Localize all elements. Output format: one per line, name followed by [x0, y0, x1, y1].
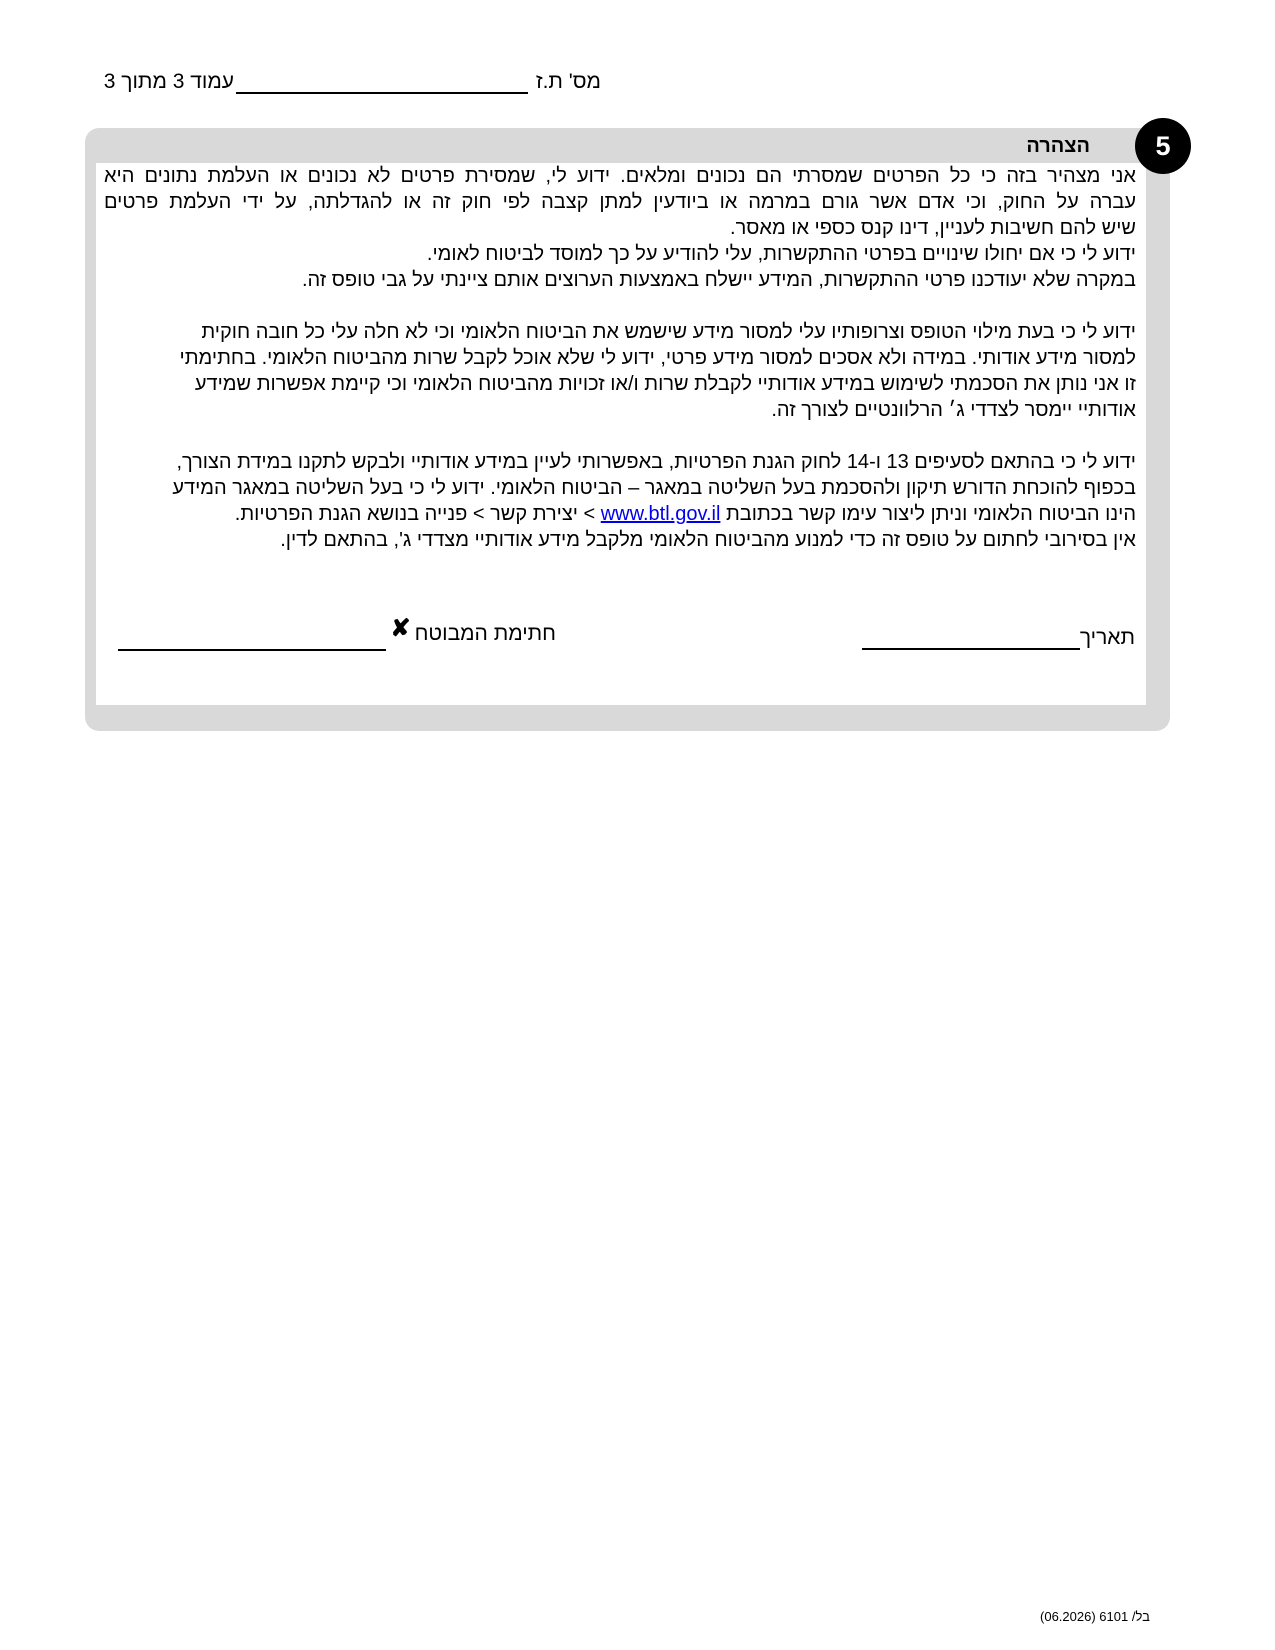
signature-field[interactable]	[118, 627, 386, 651]
declaration-line: ידוע לי כי בעת מילוי הטופס וצרופותיו עלי למסור מידע שישמש את הביטוח הלאומי וכי לא חלה עלי כל חובה חוקית	[201, 321, 1136, 343]
date-row	[860, 626, 1135, 650]
declaration-text	[104, 163, 1136, 553]
declaration-line-part: הינו הביטוח הלאומי וניתן ליצור עימו קשר בכתובת	[725, 503, 1136, 525]
id-number-header	[101, 70, 601, 94]
declaration-line: למסור מידע אודותי. במידה ולא אסכים למסור מידע פרטי, ידוע לי שלא אוכל לקבל שרות מהביטוח הלאומי. בחתימתי	[179, 347, 1136, 369]
date-field[interactable]	[862, 626, 1080, 650]
section-title: הצהרה	[1026, 135, 1090, 157]
declaration-line: זו אני נותן את הסכמתי לשימוש במידע אודותיי לקבלת שרות ו/או זכויות מהביטוח הלאומי וכי קיימת אפשרות שמידע	[194, 373, 1136, 395]
declaration-paragraph-3	[104, 449, 1136, 553]
declaration-line: שיש להם חשיבות לעניין, דינו קנס כספי או מאסר.	[730, 217, 1136, 239]
declaration-line: אני מצהיר בזה כי כל הפרטים שמסרתי הם נכונים ומלאים. ידוע לי, שמסירת פרטים לא נכונים או העלמת נתונים היא	[104, 165, 1136, 187]
page-number-label: עמוד 3 מתוך 3	[103, 70, 234, 93]
declaration-line: ידוע לי כי אם יחולו שינויים בפרטי ההתקשרות, עלי להודיע על כך למוסד לביטוח לאומי.	[426, 243, 1136, 265]
declaration-paragraph-1	[104, 163, 1136, 293]
section-number-badge: 5	[1135, 118, 1191, 174]
declaration-line-part: > יצירת קשר > פנייה בנושא הגנת הפרטיות.	[234, 503, 596, 525]
signature-row	[108, 615, 556, 651]
signature-label: חתימת המבוטח	[414, 622, 556, 645]
declaration-line: אודותיי יימסר לצדדי ג׳ הרלוונטיים לצורך זה.	[771, 399, 1136, 421]
btl-website-link[interactable]: www.btl.gov.il	[600, 503, 721, 525]
declaration-line-with-link	[104, 501, 1136, 527]
declaration-line: בכפוף להוכחת הדורש תיקון ולהסכמת בעל השליטה במאגר – הביטוח הלאומי. ידוע לי כי בעל השליטה במאגר המידע	[172, 477, 1136, 499]
declaration-line: ידוע לי כי בהתאם לסעיפים 13 ו-14 לחוק הגנת הפרטיות, באפשרותי לעיין במידע אודותיי ולבקש לתקנו במידת הצורך,	[176, 451, 1136, 473]
sign-here-x-icon: ✘	[390, 615, 411, 642]
declaration-paragraph-2	[104, 319, 1136, 423]
form-code: בל/ 6101 (06.2026)	[1040, 1609, 1150, 1624]
declaration-line: אין בסירובי לחתום על טופס זה כדי למנוע מהביטוח הלאומי מלקבל מידע אודותיי מצדדי ג', בהתאם לדין.	[280, 529, 1136, 551]
date-label: תאריך	[1079, 626, 1135, 649]
declaration-line: עברה על החוק, וכי אדם אשר גורם במרמה או ביודעין למתן קצבה לפי חוק זה או להגדלתה, על ידי העלמת פרטים	[104, 191, 1136, 213]
id-number-label: מס' ת.ז	[535, 70, 601, 93]
id-number-field[interactable]	[236, 70, 528, 94]
declaration-line: במקרה שלא יעודכנו פרטי ההתקשרות, המידע יישלח באמצעות הערוצים אותם ציינתי על גבי טופס זה.	[301, 269, 1136, 291]
